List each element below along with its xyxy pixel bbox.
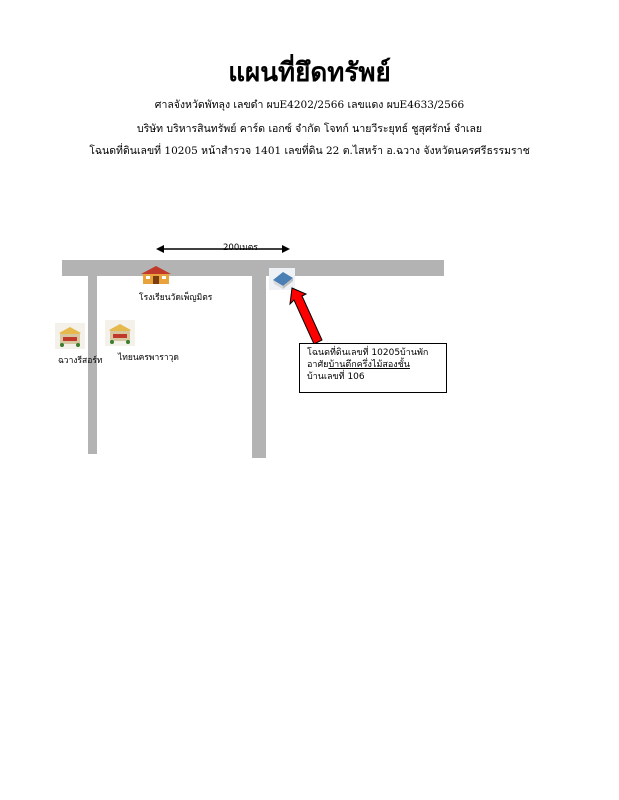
note-line2-underlined: บ้านตึกครึ่งไม้สองชั้น bbox=[328, 360, 410, 370]
deed-line: โฉนดที่ดินเลขที่ 10205 หน้าสำรวจ 1401 เลขที่ดิน 22 ต.ไสหร้า อ.ฉวาง จังหวัดนครศรีธรรมราช bbox=[89, 145, 530, 157]
store1-label: ฉวางรีสอร์ท bbox=[58, 356, 103, 366]
store2-label: ไทยนครพาราวุด bbox=[118, 353, 179, 363]
store-icon bbox=[55, 323, 85, 349]
school-icon bbox=[141, 265, 171, 285]
location-arrow bbox=[286, 284, 326, 350]
note-line1: โฉนดที่ดินเลขที่ 10205บ้านพัก bbox=[307, 348, 429, 358]
road-horizontal bbox=[62, 260, 444, 276]
distance-label: 200เมตร bbox=[223, 243, 258, 253]
property-note bbox=[299, 343, 447, 393]
page-title: แผนที่ยึดทรัพย์ bbox=[228, 58, 391, 88]
distance-arrow bbox=[156, 242, 290, 256]
note-line2-prefix: อาศัย bbox=[307, 360, 329, 370]
parties-line: บริษัท บริหารสินทรัพย์ คาร์ด เอกซ์ จำกัด โจทก์ นายวีระยุทธ์ ชูสุศรักษ์ จำเลย bbox=[136, 123, 483, 135]
note-line2 bbox=[307, 359, 446, 371]
store-icon bbox=[105, 320, 135, 346]
note-line3: บ้านเลขที่ 106 bbox=[307, 372, 365, 382]
school-label: โรงเรียนวัดเพ็ญมิตร bbox=[139, 293, 213, 303]
court-case-line: ศาลจังหวัดพัทลุง เลขดำ ผบE4202/2566 เลขแดง ผบE4633/2566 bbox=[154, 99, 465, 111]
road-main bbox=[252, 276, 266, 458]
